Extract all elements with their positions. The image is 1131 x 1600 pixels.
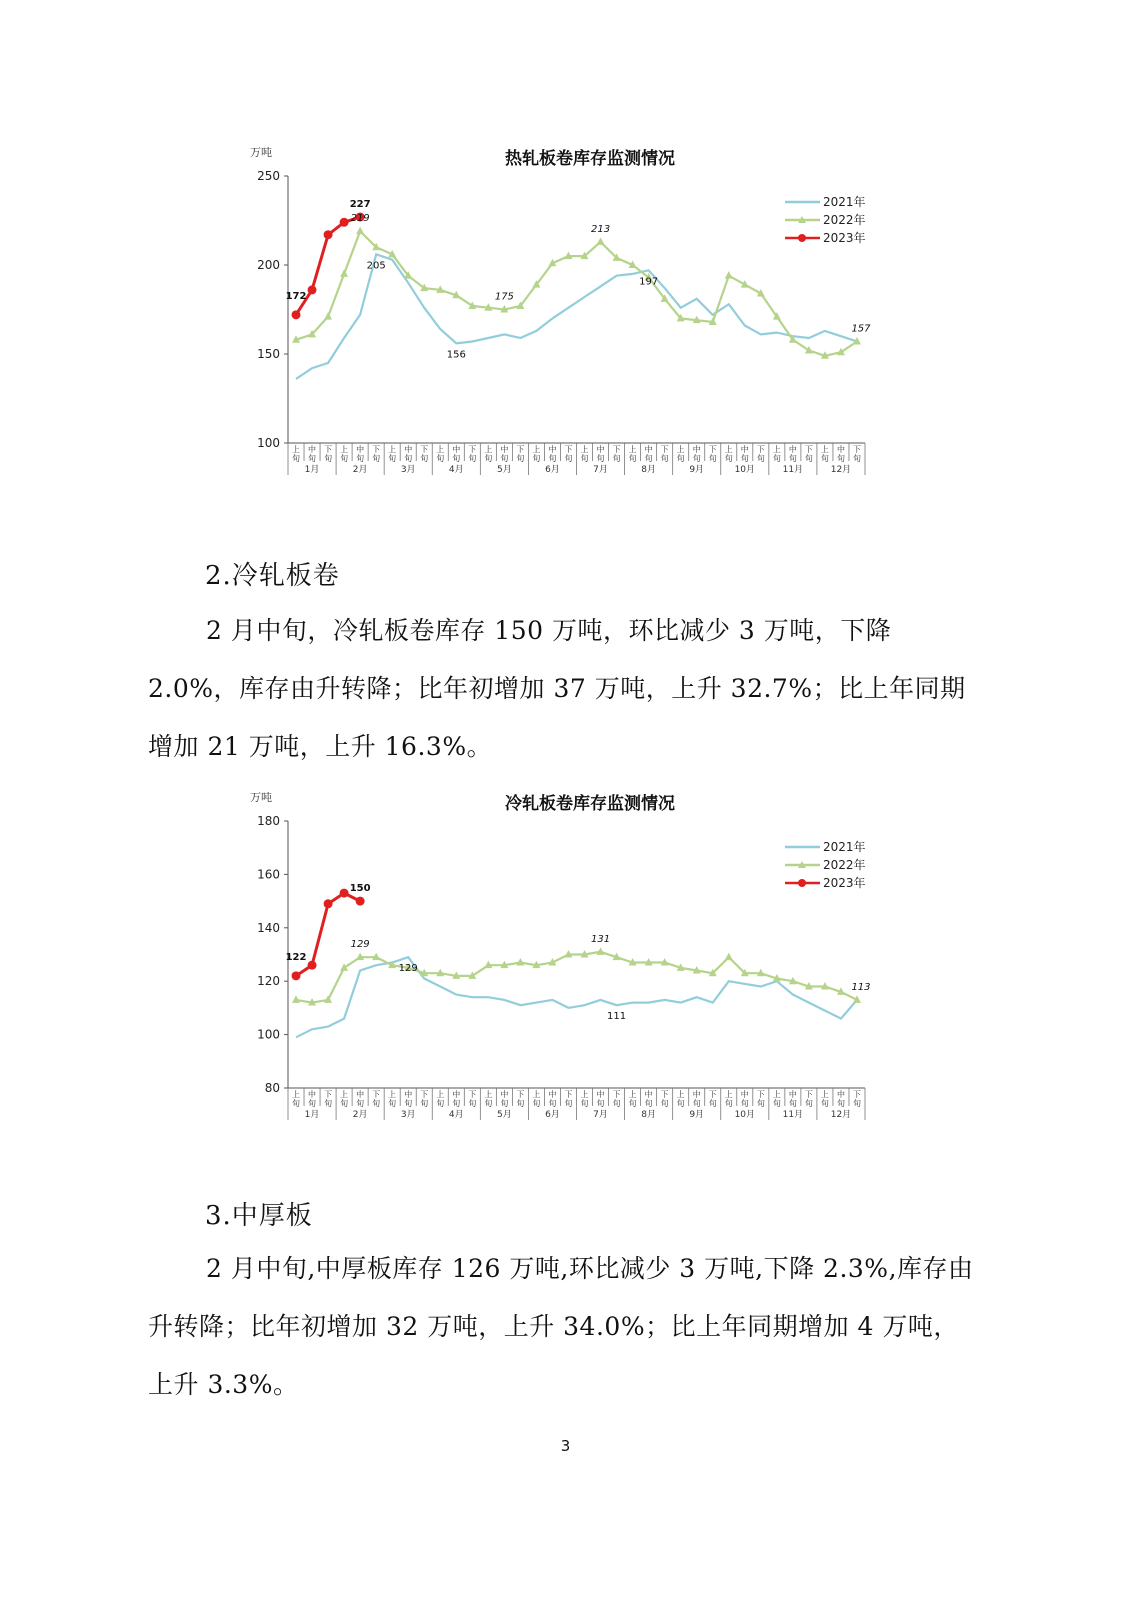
legend-label: 2022年: [823, 858, 866, 872]
x-tick-label: 旬: [692, 1099, 701, 1108]
x-tick-label: 旬: [836, 1099, 845, 1108]
x-tick-label: 上: [724, 445, 733, 454]
x-tick-label: 上: [772, 445, 781, 454]
month-label: 4月: [448, 465, 464, 475]
y-tick-label: 250: [257, 169, 280, 183]
x-tick-label: 旬: [516, 454, 525, 463]
x-tick-label: 上: [820, 445, 829, 454]
x-tick-label: 下: [516, 1090, 525, 1099]
series-line-0: [296, 254, 857, 379]
series-line-0: [296, 957, 857, 1037]
x-tick-label: 旬: [820, 454, 829, 463]
x-tick-label: 上: [340, 1090, 349, 1099]
x-tick-label: 中: [500, 1090, 509, 1099]
x-tick-label: 中: [356, 1090, 365, 1099]
x-tick-label: 旬: [804, 454, 813, 463]
x-tick-label: 旬: [372, 454, 381, 463]
x-tick-label: 中: [548, 1090, 557, 1099]
x-tick-label: 旬: [516, 1099, 525, 1108]
x-tick-label: 下: [324, 1090, 333, 1099]
x-tick-label: 中: [308, 1090, 317, 1099]
x-tick-label: 旬: [612, 1099, 621, 1108]
month-label: 12月: [830, 1110, 852, 1120]
x-tick-label: 中: [596, 1090, 605, 1099]
data-point: [340, 269, 348, 277]
month-label: 7月: [593, 1110, 608, 1120]
y-axis-unit: 万吨: [250, 146, 272, 159]
x-tick-label: 旬: [324, 454, 333, 463]
y-tick-label: 180: [257, 814, 280, 828]
x-tick-label: 下: [852, 1090, 861, 1099]
x-tick-label: 旬: [292, 454, 301, 463]
x-tick-label: 旬: [532, 1099, 541, 1108]
month-label: 5月: [497, 1110, 512, 1120]
x-tick-label: 旬: [644, 454, 653, 463]
x-tick-label: 旬: [580, 454, 589, 463]
x-tick-label: 旬: [340, 454, 349, 463]
x-tick-label: 上: [436, 1090, 445, 1099]
x-tick-label: 旬: [740, 454, 749, 463]
x-tick-label: 上: [580, 1090, 589, 1099]
x-tick-label: 旬: [388, 1099, 397, 1108]
x-tick-label: 上: [772, 1090, 781, 1099]
series-line-1: [296, 952, 857, 1003]
x-tick-label: 下: [516, 445, 525, 454]
x-tick-label: 下: [660, 1090, 669, 1099]
section-2-paragraph: 2 月中旬，冷轧板卷库存 150 万吨，环比减少 3 万吨，下降 2.0%，库存由升转降；比年初增加 37 万吨，上升 32.7%；比上年同期增加 21 万吨，上升 16.3%。: [148, 616, 966, 761]
month-label: 9月: [689, 1110, 705, 1120]
data-label: 205: [366, 260, 386, 272]
x-tick-label: 旬: [612, 454, 621, 463]
y-tick-label: 80: [264, 1081, 280, 1095]
x-tick-label: 上: [388, 1090, 397, 1099]
data-label: 113: [851, 981, 871, 993]
x-tick-label: 旬: [372, 1099, 381, 1108]
x-tick-label: 上: [292, 1090, 301, 1099]
x-tick-label: 旬: [596, 454, 605, 463]
x-tick-label: 旬: [308, 1099, 317, 1108]
x-tick-label: 上: [436, 445, 445, 454]
data-label: 172: [285, 290, 307, 302]
legend-marker: [798, 879, 806, 887]
x-tick-label: 上: [580, 445, 589, 454]
x-tick-label: 旬: [468, 1099, 477, 1108]
legend-label: 2021年: [823, 840, 866, 854]
x-tick-label: 旬: [484, 1099, 493, 1108]
x-tick-label: 旬: [708, 454, 717, 463]
x-tick-label: 上: [676, 1090, 685, 1099]
x-tick-label: 旬: [596, 1099, 605, 1108]
x-tick-label: 旬: [820, 1099, 829, 1108]
x-tick-label: 中: [356, 445, 365, 454]
x-tick-label: 旬: [468, 454, 477, 463]
x-tick-label: 中: [404, 1090, 413, 1099]
x-tick-label: 旬: [324, 1099, 333, 1108]
data-label: 111: [607, 1011, 627, 1023]
data-label: 150: [349, 883, 371, 895]
data-point: [340, 218, 349, 227]
data-label: 122: [285, 951, 307, 963]
x-tick-label: 上: [340, 445, 349, 454]
month-label: 1月: [304, 465, 320, 475]
x-tick-label: 中: [452, 445, 461, 454]
x-tick-label: 旬: [852, 1099, 861, 1108]
x-tick-label: 旬: [388, 454, 397, 463]
month-label: 1月: [304, 1110, 320, 1120]
section-2-heading: 2.冷轧板卷: [205, 561, 340, 591]
x-tick-label: 旬: [756, 454, 765, 463]
x-tick-label: 下: [468, 445, 477, 454]
x-tick-label: 中: [740, 1090, 749, 1099]
x-tick-label: 旬: [788, 454, 797, 463]
month-label: 11月: [782, 1110, 804, 1120]
y-tick-label: 140: [257, 920, 280, 935]
data-point: [324, 312, 332, 320]
x-tick-label: 中: [788, 445, 797, 454]
data-point: [725, 271, 733, 279]
x-tick-label: 中: [644, 445, 653, 454]
data-label: 129: [350, 939, 370, 951]
legend-label: 2022年: [823, 213, 866, 227]
y-axis-unit: 万吨: [250, 791, 272, 804]
data-point: [308, 961, 317, 970]
x-tick-label: 上: [532, 445, 541, 454]
x-tick-label: 旬: [436, 454, 445, 463]
data-point: [292, 310, 301, 319]
x-tick-label: 旬: [708, 1099, 717, 1108]
data-label: 219: [350, 213, 370, 225]
data-label: 129: [398, 963, 418, 975]
section-3-heading: 3.中厚板: [205, 1201, 313, 1231]
data-point: [597, 947, 605, 955]
x-tick-label: 旬: [548, 1099, 557, 1108]
x-tick-label: 下: [660, 445, 669, 454]
data-label: 197: [639, 276, 659, 288]
month-label: 2月: [352, 1110, 368, 1120]
x-tick-label: 旬: [852, 454, 861, 463]
x-tick-label: 中: [692, 1090, 701, 1099]
month-label: 8月: [641, 1110, 656, 1120]
x-tick-label: 中: [692, 445, 701, 454]
x-tick-label: 下: [564, 445, 573, 454]
x-tick-label: 旬: [548, 454, 557, 463]
month-label: 7月: [593, 465, 608, 475]
data-point: [356, 227, 364, 235]
x-tick-label: 中: [644, 1090, 653, 1099]
x-tick-label: 下: [612, 445, 621, 454]
x-tick-label: 中: [500, 445, 509, 454]
x-tick-label: 下: [468, 1090, 477, 1099]
x-tick-label: 旬: [628, 1099, 637, 1108]
x-tick-label: 旬: [436, 1099, 445, 1108]
legend-label: 2023年: [823, 231, 866, 245]
x-tick-label: 中: [452, 1090, 461, 1099]
month-label: 9月: [689, 465, 705, 475]
data-point: [597, 237, 605, 245]
section-3-paragraph: 2 月中旬,中厚板库存 126 万吨,环比减少 3 万吨,下降 2.3%,库存由升转降；比年初增加 32 万吨，上升 34.0%；比上年同期增加 4 万吨，上升 3.3%。: [148, 1254, 974, 1399]
x-tick-label: 旬: [532, 454, 541, 463]
x-tick-label: 旬: [564, 454, 573, 463]
x-tick-label: 旬: [772, 454, 781, 463]
x-tick-label: 中: [740, 445, 749, 454]
x-tick-label: 下: [612, 1090, 621, 1099]
month-label: 8月: [641, 465, 656, 475]
month-label: 6月: [545, 465, 560, 475]
x-tick-label: 旬: [724, 1099, 733, 1108]
x-tick-label: 旬: [452, 454, 461, 463]
y-tick-label: 100: [257, 436, 280, 450]
month-label: 3月: [400, 1110, 416, 1120]
x-tick-label: 下: [708, 1090, 717, 1099]
month-label: 12月: [830, 465, 852, 475]
x-tick-label: 旬: [500, 1099, 509, 1108]
x-tick-label: 旬: [740, 1099, 749, 1108]
x-tick-label: 下: [756, 1090, 765, 1099]
data-label: 227: [349, 198, 371, 210]
month-label: 10月: [734, 1110, 756, 1120]
month-label: 10月: [734, 465, 756, 475]
month-label: 11月: [782, 465, 804, 475]
y-tick-label: 150: [257, 347, 280, 361]
chart-title: 冷轧板卷库存监测情况: [505, 794, 675, 814]
x-tick-label: 旬: [644, 1099, 653, 1108]
x-tick-label: 旬: [500, 454, 509, 463]
x-tick-label: 中: [548, 445, 557, 454]
x-tick-label: 旬: [660, 454, 669, 463]
x-tick-label: 下: [372, 1090, 381, 1099]
data-label: 156: [446, 349, 466, 361]
data-label: 157: [851, 323, 871, 335]
x-tick-label: 旬: [308, 454, 317, 463]
x-tick-label: 旬: [660, 1099, 669, 1108]
x-tick-label: 上: [628, 1090, 637, 1099]
x-tick-label: 中: [836, 1090, 845, 1099]
x-tick-label: 旬: [804, 1099, 813, 1108]
legend-marker: [798, 234, 806, 242]
month-label: 6月: [545, 1110, 560, 1120]
page-number: 3: [560, 1437, 571, 1455]
x-tick-label: 下: [420, 445, 429, 454]
x-tick-label: 上: [724, 1090, 733, 1099]
x-tick-label: 上: [676, 445, 685, 454]
series-line-1: [296, 231, 857, 356]
x-tick-label: 上: [292, 445, 301, 454]
x-tick-label: 旬: [692, 454, 701, 463]
data-label: 213: [590, 223, 611, 235]
x-tick-label: 下: [324, 445, 333, 454]
x-tick-label: 下: [756, 445, 765, 454]
data-point: [725, 953, 733, 961]
x-tick-label: 下: [420, 1090, 429, 1099]
chart-title: 热轧板卷库存监测情况: [505, 149, 675, 169]
data-point: [292, 995, 300, 1003]
x-tick-label: 中: [788, 1090, 797, 1099]
hot-rolled-chart: [230, 140, 910, 485]
x-tick-label: 旬: [580, 1099, 589, 1108]
cold-rolled-chart: [230, 785, 910, 1130]
x-tick-label: 旬: [420, 454, 429, 463]
x-tick-label: 旬: [404, 454, 413, 463]
x-tick-label: 旬: [340, 1099, 349, 1108]
x-tick-label: 中: [596, 445, 605, 454]
legend-label: 2021年: [823, 195, 866, 209]
x-tick-label: 旬: [420, 1099, 429, 1108]
x-tick-label: 旬: [772, 1099, 781, 1108]
x-tick-label: 旬: [676, 454, 685, 463]
x-tick-label: 上: [484, 1090, 493, 1099]
data-point: [340, 889, 349, 898]
x-tick-label: 旬: [484, 454, 493, 463]
x-tick-label: 旬: [404, 1099, 413, 1108]
x-tick-label: 上: [388, 445, 397, 454]
x-tick-label: 中: [404, 445, 413, 454]
x-tick-label: 旬: [788, 1099, 797, 1108]
x-tick-label: 上: [628, 445, 637, 454]
data-point: [308, 285, 317, 294]
x-tick-label: 旬: [756, 1099, 765, 1108]
x-tick-label: 下: [852, 445, 861, 454]
data-point: [356, 897, 365, 906]
data-point: [324, 230, 333, 239]
data-point: [516, 958, 524, 966]
x-tick-label: 旬: [292, 1099, 301, 1108]
y-tick-label: 120: [257, 974, 280, 989]
x-tick-label: 旬: [724, 454, 733, 463]
x-tick-label: 下: [372, 445, 381, 454]
x-tick-label: 旬: [564, 1099, 573, 1108]
x-tick-label: 下: [564, 1090, 573, 1099]
x-tick-label: 下: [708, 445, 717, 454]
x-tick-label: 旬: [836, 454, 845, 463]
x-tick-label: 旬: [628, 454, 637, 463]
y-tick-label: 200: [257, 258, 280, 272]
y-tick-label: 100: [257, 1027, 280, 1042]
month-label: 2月: [352, 465, 368, 475]
x-tick-label: 旬: [356, 454, 365, 463]
x-tick-label: 中: [836, 445, 845, 454]
month-label: 4月: [448, 1110, 464, 1120]
data-label: 131: [590, 933, 611, 945]
data-point: [324, 899, 333, 908]
x-tick-label: 中: [308, 445, 317, 454]
month-label: 5月: [497, 465, 512, 475]
data-label: 175: [494, 291, 514, 303]
x-tick-label: 旬: [452, 1099, 461, 1108]
data-point: [292, 971, 301, 980]
y-tick-label: 160: [257, 867, 280, 882]
legend-label: 2023年: [823, 876, 866, 890]
x-tick-label: 上: [820, 1090, 829, 1099]
x-tick-label: 旬: [356, 1099, 365, 1108]
x-tick-label: 下: [804, 1090, 813, 1099]
x-tick-label: 上: [484, 445, 493, 454]
x-tick-label: 上: [532, 1090, 541, 1099]
month-label: 3月: [400, 465, 416, 475]
x-tick-label: 下: [804, 445, 813, 454]
x-tick-label: 旬: [676, 1099, 685, 1108]
